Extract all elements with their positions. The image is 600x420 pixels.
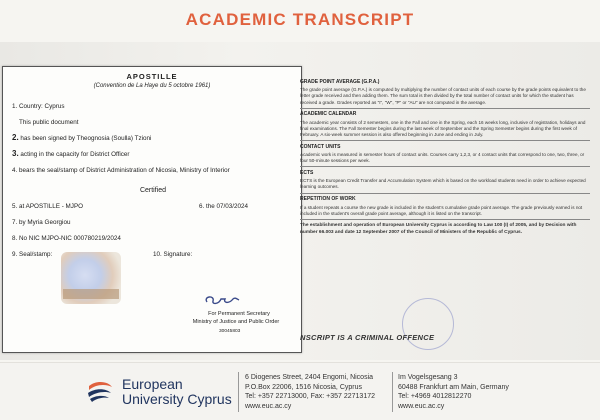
calendar-text: The academic year consists of 2 semesters, one in the Fall and one in the Spring, each 16 weeks long, inclusive of registration, holidays and final examinations. The Fall Semester begins during the last week of September and the Spring Semester begins during the first week of February. A six-week summer session is also offered beginning in June and ending in July. bbox=[300, 119, 586, 138]
apostille-ref: 30045803 bbox=[219, 329, 241, 334]
divider bbox=[300, 193, 590, 194]
address-line: Im Vogelsgesang 3 bbox=[398, 374, 458, 381]
footer-divider bbox=[392, 372, 393, 412]
calendar-heading: ACADEMIC CALENDAR bbox=[300, 111, 357, 118]
gpa-heading: GRADE POINT AVERAGE (G.P.A.) bbox=[300, 79, 380, 85]
ects-text: ECTS is the European Credit Transfer and Accumulation System which is based on the workload students need in order to achieve expected learning outcomes. bbox=[300, 178, 586, 190]
divider bbox=[300, 219, 590, 220]
divider bbox=[300, 108, 590, 109]
apostille-public-document: This public document bbox=[19, 119, 79, 126]
apostille-seal-label: 9. Seal/stamp: bbox=[12, 251, 53, 258]
apostille-number: 8. No NIC MJPO-NIC 000780219/2024 bbox=[12, 235, 121, 242]
contact-units-text: Academic work is measured in semester hours of contact units. Courses carry 1,2,3, or 4 contact units that correspond to one, two, three, or four 50-minute sessions per week. bbox=[300, 152, 585, 164]
address-line: 6 Diogenes Street, 2404 Engomi, Nicosia bbox=[245, 374, 374, 381]
website-link[interactable]: www.euc.ac.cy bbox=[398, 402, 445, 410]
apostille-signed-by-text: has been signed by Theognosia (Soulla) Tzioni bbox=[20, 135, 152, 142]
apostille-signed-by bbox=[12, 133, 151, 142]
ects-heading: ECTS bbox=[300, 170, 314, 177]
website-link[interactable]: www.euc.ac.cy bbox=[245, 402, 292, 410]
address-line: Tel: +4969 4012812270 bbox=[398, 393, 472, 400]
contact-units-heading: CONTACT UNITS bbox=[300, 143, 341, 150]
address-line: 60488 Frankfurt am Main, Germany bbox=[398, 383, 509, 391]
transcript-notes bbox=[300, 76, 590, 236]
address-line: P.O.Box 22006, 1516 Nicosia, Cyprus bbox=[245, 383, 362, 391]
address-line: Tel: +357 22713000, Fax: +357 22713172 bbox=[245, 393, 375, 400]
divider bbox=[300, 140, 590, 141]
apostille-certificate bbox=[2, 66, 302, 353]
euc-logo-icon bbox=[86, 378, 114, 404]
euc-logo-text bbox=[122, 377, 232, 407]
signature-scribble bbox=[201, 293, 241, 307]
establishment-text: The establishment and operation of European University Cyprus is according to Law 100 (I) of 2005, and by Decision with number 66.003 and date 12 September 2007 of the Council of Ministers of the Republic of Cyprus. bbox=[300, 223, 577, 235]
apostille-number-2: 2. bbox=[12, 133, 19, 142]
page-title: ACADEMIC TRANSCRIPT bbox=[185, 10, 415, 29]
footer-divider bbox=[238, 372, 239, 412]
apostille-seal-of: 4. bears the seal/stamp of District Administration of Nicosia, Ministry of Interior bbox=[12, 167, 230, 174]
apostille-date: 6. the 07/03/2024 bbox=[199, 203, 249, 210]
apostille-capacity-text: acting in the capacity for District Officer bbox=[20, 151, 130, 158]
criminal-offence-notice: NSCRIPT IS A CRIMINAL OFFENCE bbox=[300, 333, 435, 342]
seal-ring bbox=[402, 298, 454, 350]
stamp-band bbox=[63, 289, 119, 299]
apostille-number-3: 3. bbox=[12, 149, 19, 158]
address-nicosia bbox=[245, 373, 375, 411]
apostille-certified: Certified bbox=[139, 187, 167, 194]
apostille-signature-label: 10. Signature: bbox=[153, 251, 193, 258]
divider bbox=[300, 166, 590, 167]
logo-line-2: University Cyprus bbox=[122, 391, 232, 407]
gpa-text: The grade point average (G.P.A.) is computed by multiplying the number of contact units of each course by the grade points equivalent to the letter grade received and then adding them. The sum total is then divided by the total number of contact units for which the student has received a grade. Grades reported as "I", "W", "P" or "AU" are not computed in the average. bbox=[300, 87, 586, 105]
apostille-title: APOSTILLE bbox=[126, 72, 178, 81]
apostille-capacity bbox=[12, 149, 130, 158]
apostille-at: 5. at APOSTILLE - MJPO bbox=[12, 203, 84, 210]
address-frankfurt bbox=[398, 373, 509, 411]
apostille-signatory-1: For Permanent Secretary bbox=[208, 311, 270, 317]
apostille-by: 7. by Myria Georgiou bbox=[12, 219, 71, 226]
repetition-text: If a student repeats a course the new grade is included in the student's cumulative grade point average. The grade previously earned is not included in the student's overall grade point average, although it is listed on the transcript. bbox=[300, 204, 583, 216]
apostille-country: 1. Country: Cyprus bbox=[12, 103, 65, 110]
repetition-heading: REPETITION OF WORK bbox=[300, 196, 356, 203]
apostille-signatory-2: Ministry of Justice and Public Order bbox=[192, 319, 280, 325]
apostille-convention: (Convention de La Haye du 5 octobre 1961) bbox=[93, 83, 211, 89]
logo-line-1: European bbox=[122, 376, 183, 392]
